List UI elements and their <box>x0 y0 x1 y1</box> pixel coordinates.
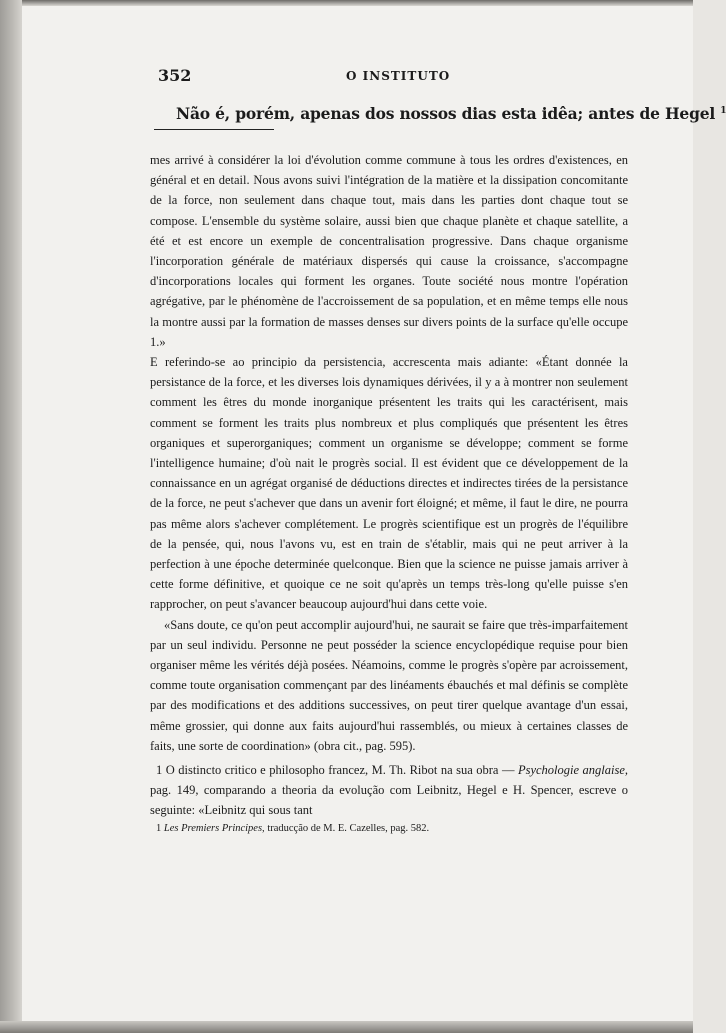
paragraph-3: «Sans doute, ce qu'on peut accomplir aujourd'hui, ne saurait se faire que très-imparfaitement par un seul individu. Personne ne peut posséder la science encyclopédique requise pour bien organiser même les vérités déjà posées. Néamoins, comme le progrès s'opère par acroissement, comme toute organisation commençant par des linéaments ébauchés et mal définis se complète par des modifications et des additions successives, on peut tirer quelque avantage d'un essai, même grossier, qui donne aux faits aujourd'hui rassemblés, ou mieux à certaines classes de faits, une sorte de coordination» (obra cit., pag. 595). <box>150 617 628 753</box>
footnote-1-text-a: 1 O distincto critico e philosopho francez, M. Th. Ribot na sua obra — <box>156 763 515 778</box>
lead-footnote-mark: 1 <box>720 105 726 116</box>
footnote-2 <box>150 822 628 836</box>
page-number: 352 <box>158 66 192 85</box>
footnote-2-mark: 1 <box>156 823 162 835</box>
footnote-2-text: traducção de M. E. Cazelles, pag. 582. <box>267 823 430 835</box>
footnote-1 <box>150 760 628 820</box>
paragraph-2: E referindo-se ao principio da persistencia, accrescenta mais adiante: «Étant donnée la persistance de la force, et les diverses lois dynamiques dérivées, il y a à montrer non seulement comment les êtres du monde inorganique présentent les traits qui les caractérisent, mais comment se forment les traits plus nombreux et plus compliqués que présentent les êtres organiques et superorganiques; comment un organisme se développe; comment se forme l'intelligence humaine; d'où nait le progrès social. Il est évident que ce développement de la connaissance en un agrégat organisé de déductions directes et indirectes tirées de la persistance de la force, ne peut s'achever que dans un avenir fort éloigné; et même, il faut le dire, ne pourra pas même alors s'achever complétement. Le progrès scientifique est un progrès de l'équilibre de la pensée, qui, nous l'avons vu, est en train de s'établir, mais qui ne peut arriver à la perfection à une époche determinée quelconque. Bien que la science ne puisse jamais arriver à cette forme définitive, et quoique ce ne soit qu'après un temps très-long qu'elle puisse s'en rapprocher, on peut s'avancer beaucoup aujourd'hui dans cette voie. <box>150 355 628 612</box>
lead-sentence <box>150 104 726 123</box>
footnote-2-title: Les Premiers Principes, <box>163 823 265 835</box>
page-header <box>150 62 628 86</box>
scan-left-edge <box>0 0 22 1033</box>
footnote-1-title: Psychologie anglaise, <box>517 763 629 778</box>
page-content <box>150 62 726 836</box>
lead-text: Não é, porém, apenas dos nossos dias esta idêa; antes de Hegel <box>176 104 716 123</box>
running-title: O INSTITUTO <box>346 69 451 83</box>
scan-top-edge <box>0 0 693 6</box>
main-text <box>150 150 628 756</box>
paragraph-1: mes arrivé à considérer la loi d'évolution comme commune à tous les ordres d'existences, en général et en detail. Nous avons suivi l'intégration de la matière et la dissipation concomitante de la force, non seulement dans chaque tout, mais dans les parties dont chaque tout se compose. L'ensemble du système solaire, aussi bien que chaque planète et chaque satellite, a été et est encore un exemple de concentralisation progressive. Dans chaque organisme l'incorporation générale de matériaux dispersés qui cause la croissance, s'accompagne d'incorporations locales qui forment les organes. Toute société nous montre l'opération agrégative, par le phénomène de l'accroissement de sa population, et en même temps elle nous la montre aussi par la formation de masses denses sur divers points de la surface qu'elle occupe 1.» <box>150 153 628 349</box>
scan-bottom-edge <box>0 1021 693 1033</box>
footnote-1-text-b: pag. 149, comparando a theoria da evolução com Leibnitz, Hegel e H. Spencer, escreve o seguinte: «Leibnitz qui sous tant <box>150 783 628 818</box>
separator-rule <box>154 129 274 130</box>
